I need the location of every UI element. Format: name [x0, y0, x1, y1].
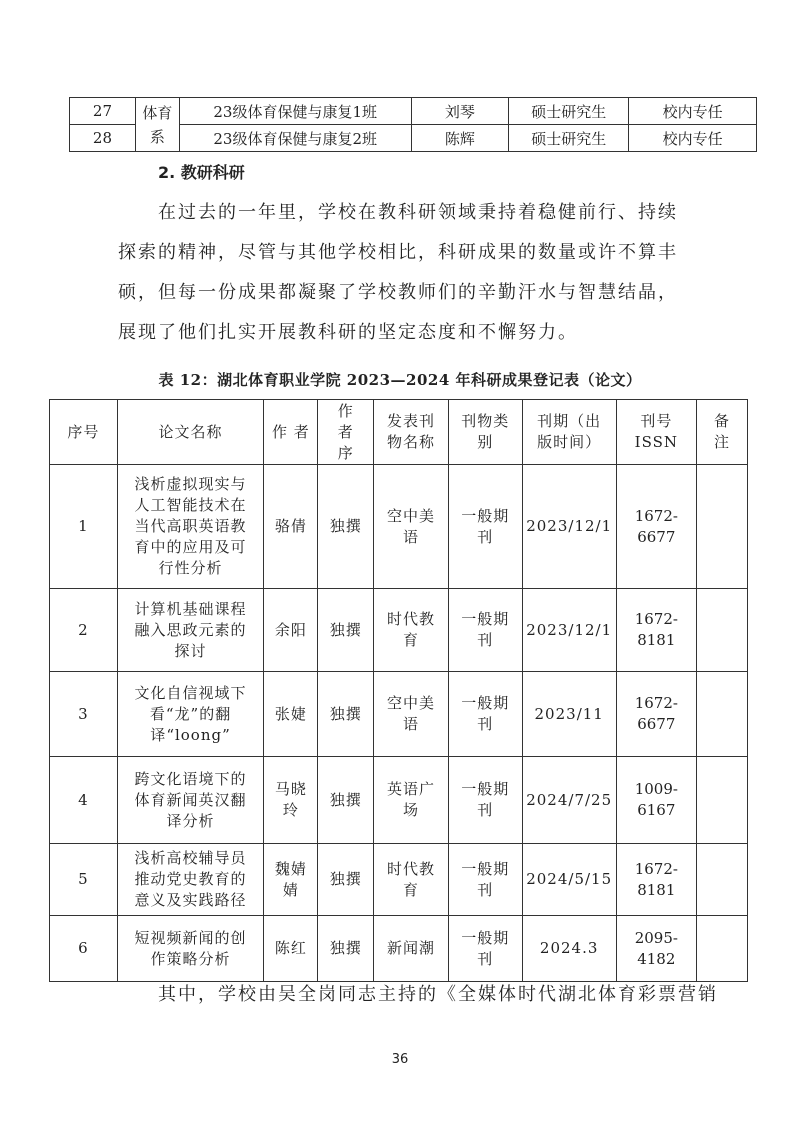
cell-category: 一般期刊: [448, 672, 522, 757]
staff-table: [69, 97, 757, 152]
cell-date: 2024/7/25: [522, 757, 616, 844]
cell-no: 4: [50, 757, 118, 844]
cell-issn: 1672-8181: [616, 844, 696, 916]
cell-category: 一般期刊: [448, 916, 522, 982]
section-heading: 2. 教研科研: [158, 163, 245, 182]
cell-note: [696, 844, 747, 916]
cell-no: 2: [50, 589, 118, 672]
cell-author-order: 独撰: [318, 589, 374, 672]
cell-issn: 2095-4182: [616, 916, 696, 982]
class-name: 23级体育保健与康复1班: [179, 98, 411, 125]
cell-no: 6: [50, 916, 118, 982]
row-number: 27: [70, 98, 136, 125]
cell-author-order: 独撰: [318, 916, 374, 982]
cell-journal: 时代教育: [374, 589, 449, 672]
cell-title: 文化自信视域下看“龙”的翻译“loong”: [117, 672, 264, 757]
header-category: 刊物类别: [448, 400, 522, 465]
cell-issn: 1672-8181: [616, 589, 696, 672]
degree: 硕士研究生: [509, 125, 629, 152]
cell-date: 2024/5/15: [522, 844, 616, 916]
cell-date: 2023/11: [522, 672, 616, 757]
cell-note: [696, 757, 747, 844]
staff-type: 校内专任: [629, 98, 757, 125]
table-header-row: [50, 400, 748, 465]
header-date: 刊期（出版时间）: [522, 400, 616, 465]
table-row: [50, 844, 748, 916]
cell-journal: 英语广场: [374, 757, 449, 844]
papers-table: [49, 399, 748, 982]
degree: 硕士研究生: [509, 98, 629, 125]
cell-date: 2023/12/1: [522, 589, 616, 672]
header-issn: 刊号ISSN: [616, 400, 696, 465]
cell-title: 短视频新闻的创作策略分析: [117, 916, 264, 982]
cell-no: 5: [50, 844, 118, 916]
cell-title: 计算机基础课程融入思政元素的探讨: [117, 589, 264, 672]
cell-author-order: 独撰: [318, 672, 374, 757]
header-note: 备注: [696, 400, 747, 465]
cell-no: 3: [50, 672, 118, 757]
header-journal: 发表刊物名称: [374, 400, 449, 465]
cell-title: 跨文化语境下的体育新闻英汉翻译分析: [117, 757, 264, 844]
cell-journal: 空中美语: [374, 465, 449, 589]
class-name: 23级体育保健与康复2班: [179, 125, 411, 152]
cell-category: 一般期刊: [448, 757, 522, 844]
cell-author: 马晓玲: [264, 757, 318, 844]
cell-journal: 新闻潮: [374, 916, 449, 982]
page-number: 36: [391, 1052, 409, 1067]
tail-paragraph: 其中，学校由吴全岗同志主持的《全媒体时代湖北体育彩票营销: [158, 984, 718, 1005]
cell-note: [696, 916, 747, 982]
staff-type: 校内专任: [629, 125, 757, 152]
cell-title: 浅析虚拟现实与人工智能技术在当代高职英语教育中的应用及可行性分析: [117, 465, 264, 589]
table-row: [50, 672, 748, 757]
cell-category: 一般期刊: [448, 844, 522, 916]
department-label: 体育系: [142, 103, 173, 146]
cell-issn: 1672-6677: [616, 672, 696, 757]
row-number: 28: [70, 125, 136, 152]
table-row: [70, 98, 757, 125]
cell-note: [696, 465, 747, 589]
cell-issn: 1009-6167: [616, 757, 696, 844]
cell-no: 1: [50, 465, 118, 589]
table-row: [50, 465, 748, 589]
cell-category: 一般期刊: [448, 465, 522, 589]
header-author: 作 者: [264, 400, 318, 465]
cell-date: 2024.3: [522, 916, 616, 982]
cell-title: 浅析高校辅导员推动党史教育的意义及实践路径: [117, 844, 264, 916]
cell-issn: 1672-6677: [616, 465, 696, 589]
cell-note: [696, 589, 747, 672]
cell-author: 张婕: [264, 672, 318, 757]
cell-category: 一般期刊: [448, 589, 522, 672]
cell-author-order: 独撰: [318, 465, 374, 589]
cell-journal: 时代教育: [374, 844, 449, 916]
cell-journal: 空中美语: [374, 672, 449, 757]
cell-author: 骆倩: [264, 465, 318, 589]
cell-author-order: 独撰: [318, 757, 374, 844]
cell-author-order: 独撰: [318, 844, 374, 916]
header-no: 序号: [50, 400, 118, 465]
header-title: 论文名称: [117, 400, 264, 465]
cell-author: 陈红: [264, 916, 318, 982]
person-name: 刘琴: [411, 98, 509, 125]
cell-note: [696, 672, 747, 757]
cell-date: 2023/12/1: [522, 465, 616, 589]
cell-author: 魏婧婧: [264, 844, 318, 916]
body-paragraph: [118, 193, 692, 353]
person-name: 陈辉: [411, 125, 509, 152]
table-row: [50, 757, 748, 844]
paragraph-text: 在过去的一年里，学校在教科研领域秉持着稳健前行、持续探索的精神，尽管与其他学校相比，科研成果的数量或许不算丰硕，但每一份成果都凝聚了学校教师们的辛勤汗水与智慧结晶，展现了他们扎实开展教科研的坚定态度和不懈努力。: [118, 202, 678, 343]
table-row: [50, 589, 748, 672]
header-author-order: 作者序: [318, 400, 374, 465]
table-caption: 表 12：湖北体育职业学院 2023—2024 年科研成果登记表（论文）: [158, 371, 642, 389]
table-row: [50, 916, 748, 982]
cell-author: 余阳: [264, 589, 318, 672]
department-cell: [135, 98, 179, 152]
